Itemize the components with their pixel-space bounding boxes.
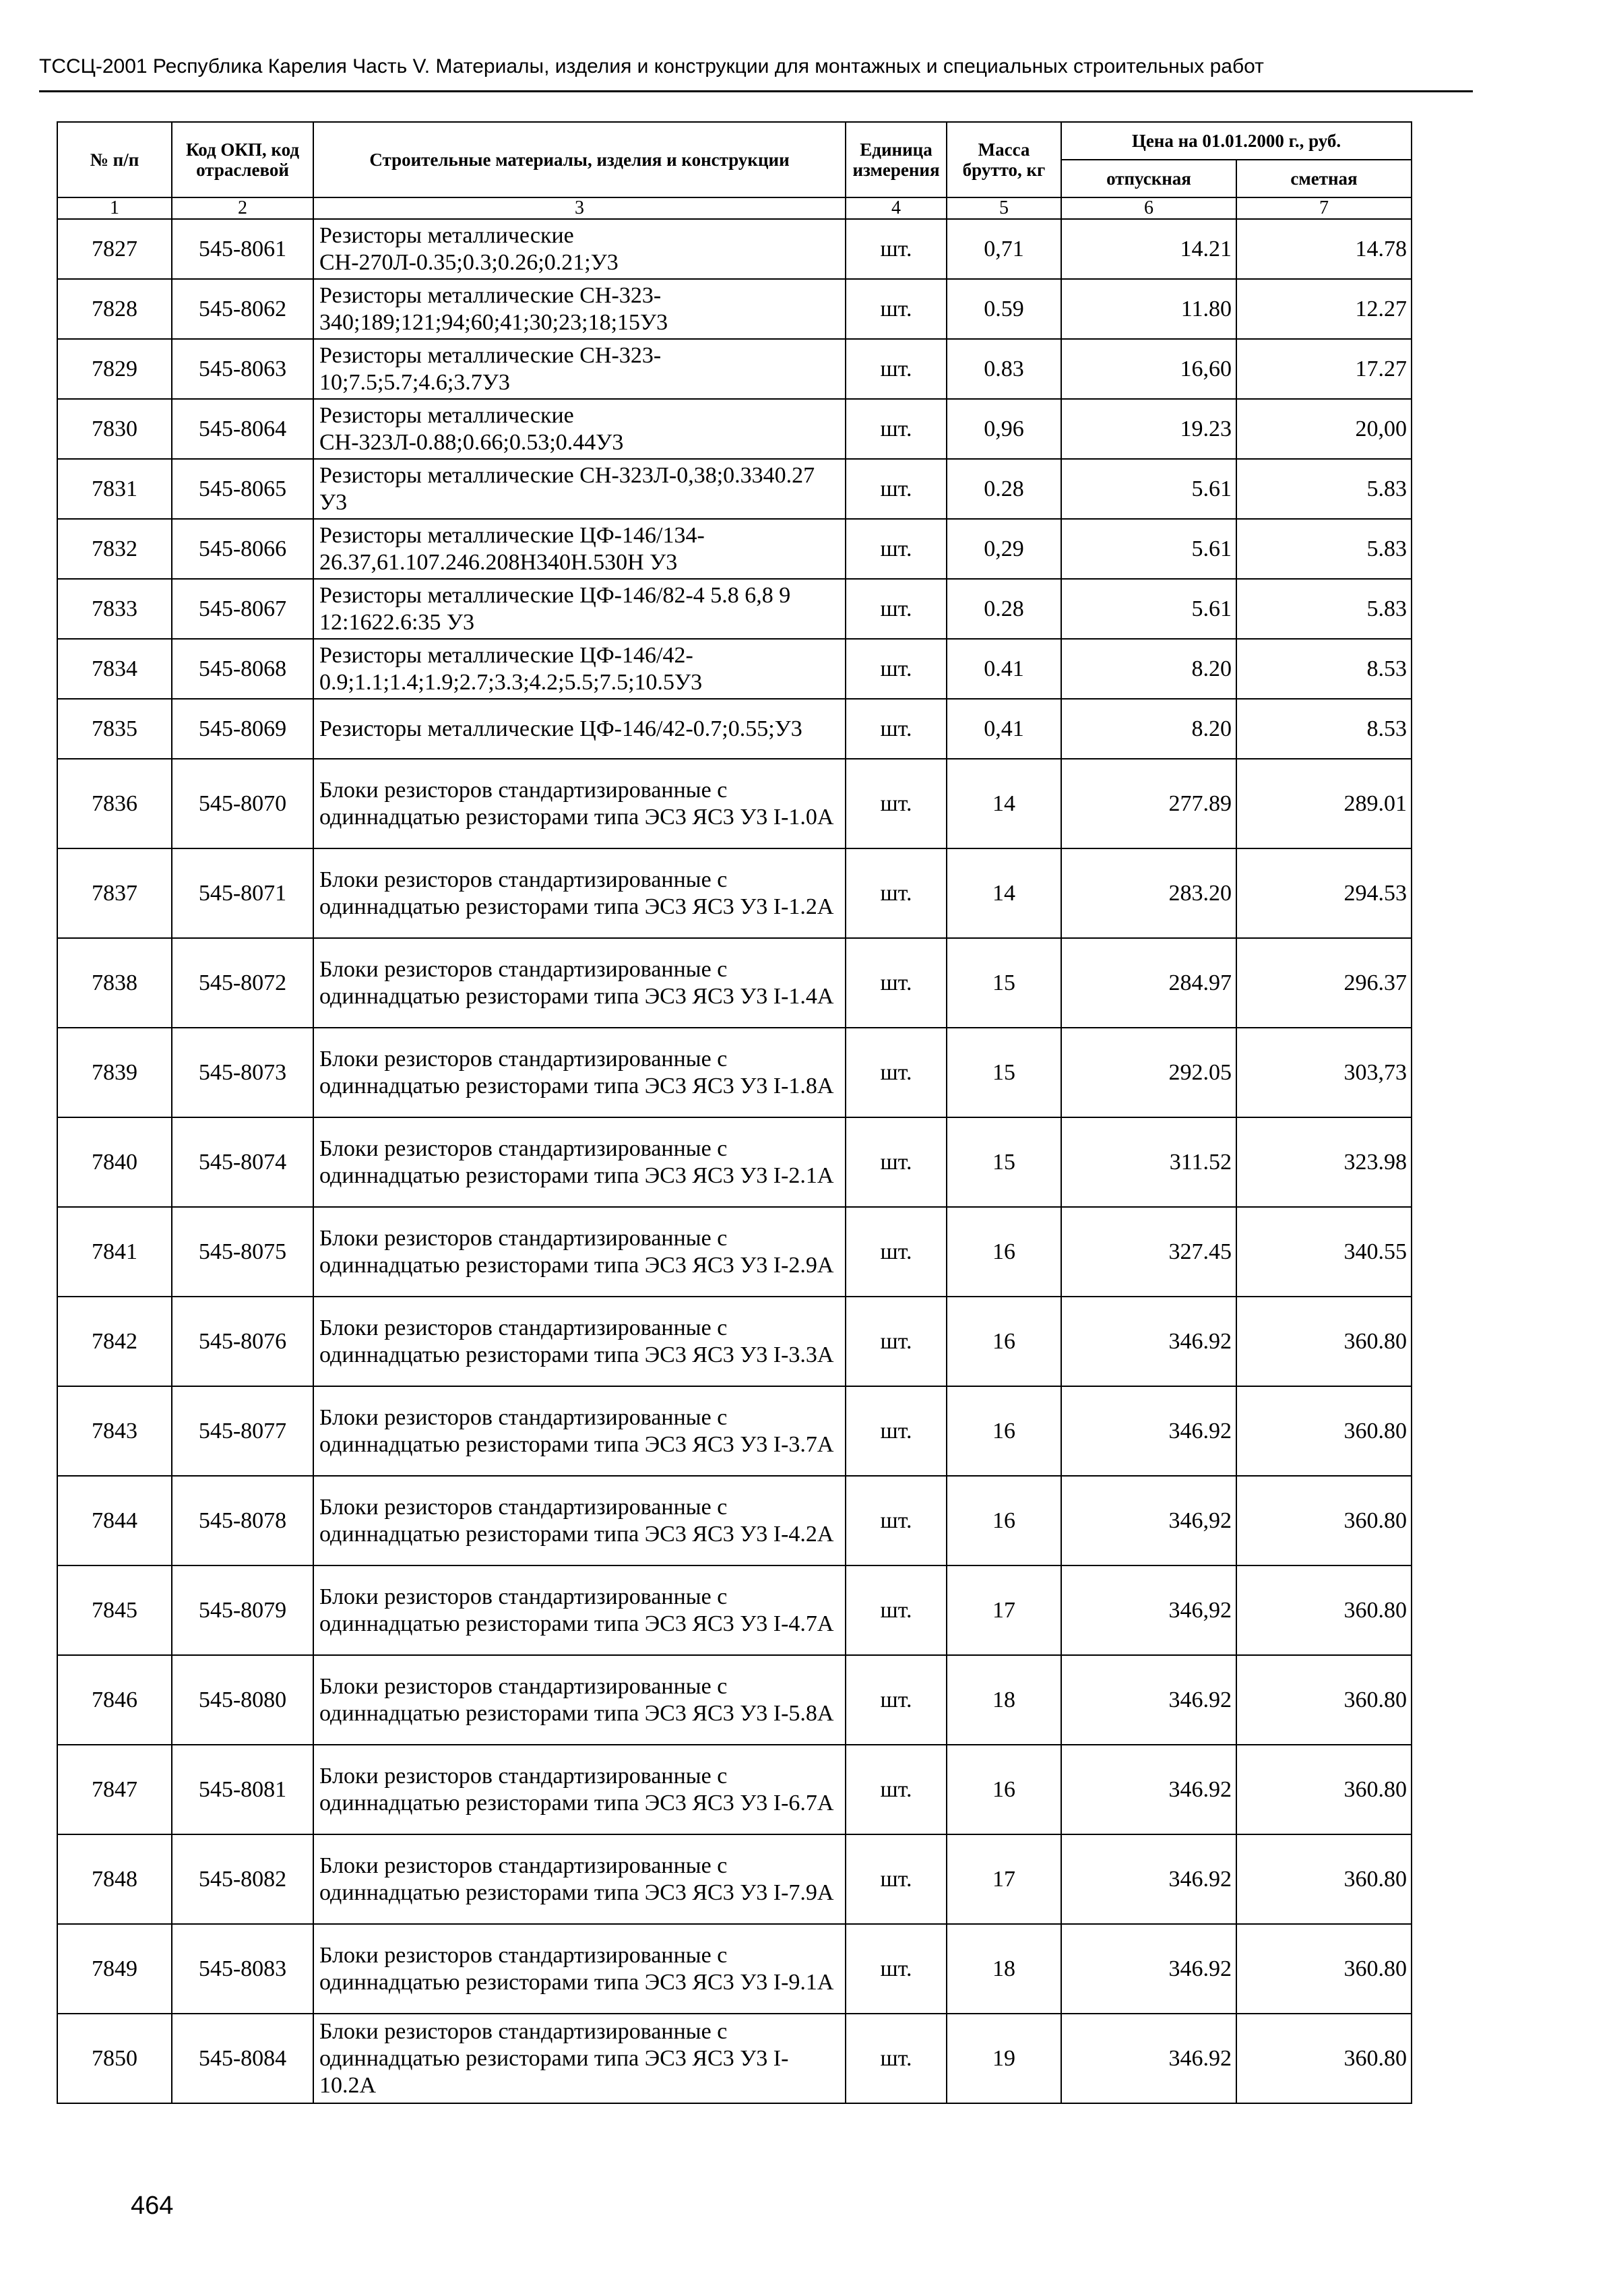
row-unit: шт. — [846, 699, 947, 759]
row-name: Блоки резисторов стандартизированные с одиннадцатью резисторами типа ЭС3 ЯС3 У3 I-2.1А — [313, 1117, 846, 1207]
row-name: Резисторы металлические ЦФ-146/42-0.9;1.1;1.4;1.9;2.7;3.3;4.2;5.5;7.5;10.5У3 — [313, 639, 846, 699]
row-code: 545-8062 — [172, 279, 313, 339]
row-price-release: 311.52 — [1061, 1117, 1236, 1207]
row-number: 7835 — [57, 699, 172, 759]
row-number: 7840 — [57, 1117, 172, 1207]
row-code: 545-8068 — [172, 639, 313, 699]
row-mass: 0.28 — [947, 579, 1061, 639]
row-name: Резисторы металлические СН-323Л-0.88;0.66;0.53;0.44У3 — [313, 399, 846, 459]
table-row — [57, 219, 1412, 279]
column-number: 6 — [1061, 197, 1236, 219]
row-price-estimate: 360.80 — [1236, 1655, 1412, 1745]
row-price-estimate: 323.98 — [1236, 1117, 1412, 1207]
row-price-estimate: 14.78 — [1236, 219, 1412, 279]
row-price-release: 346.92 — [1061, 1745, 1236, 1834]
table-row — [57, 699, 1412, 759]
table-row — [57, 1297, 1412, 1386]
row-unit: шт. — [846, 1655, 947, 1745]
table-row — [57, 1745, 1412, 1834]
row-price-estimate: 294.53 — [1236, 848, 1412, 938]
row-number: 7847 — [57, 1745, 172, 1834]
row-price-release: 11.80 — [1061, 279, 1236, 339]
row-code: 545-8081 — [172, 1745, 313, 1834]
col-header-code: Код ОКП, код отраслевой — [172, 122, 313, 197]
column-number: 4 — [846, 197, 947, 219]
price-table — [57, 121, 1412, 2104]
row-mass: 0,96 — [947, 399, 1061, 459]
table-row — [57, 1028, 1412, 1117]
row-name: Блоки резисторов стандартизированные с одиннадцатью резисторами типа ЭС3 ЯС3 У3 I-1.8А — [313, 1028, 846, 1117]
row-price-estimate: 360.80 — [1236, 2014, 1412, 2103]
row-mass: 19 — [947, 2014, 1061, 2103]
row-price-release: 5.61 — [1061, 579, 1236, 639]
row-price-estimate: 360.80 — [1236, 1476, 1412, 1565]
col-header-price-release: отпускная — [1061, 160, 1236, 197]
row-number: 7838 — [57, 938, 172, 1028]
row-mass: 16 — [947, 1207, 1061, 1297]
row-number: 7849 — [57, 1924, 172, 2014]
row-price-release: 346.92 — [1061, 2014, 1236, 2103]
row-code: 545-8071 — [172, 848, 313, 938]
table-row — [57, 519, 1412, 579]
row-code: 545-8061 — [172, 219, 313, 279]
row-name: Блоки резисторов стандартизированные с одиннадцатью резисторами типа ЭС3 ЯС3 У3 I-3.7А — [313, 1386, 846, 1476]
row-unit: шт. — [846, 1924, 947, 2014]
row-price-release: 284.97 — [1061, 938, 1236, 1028]
row-unit: шт. — [846, 848, 947, 938]
row-price-release: 346.92 — [1061, 1924, 1236, 2014]
col-header-price-estimate: сметная — [1236, 160, 1412, 197]
row-name: Блоки резисторов стандартизированные с одиннадцатью резисторами типа ЭС3 ЯС3 У3 I-3.3А — [313, 1297, 846, 1386]
row-unit: шт. — [846, 639, 947, 699]
row-code: 545-8083 — [172, 1924, 313, 2014]
table-row — [57, 279, 1412, 339]
table-row — [57, 1834, 1412, 1924]
row-unit: шт. — [846, 579, 947, 639]
column-number: 1 — [57, 197, 172, 219]
row-unit: шт. — [846, 759, 947, 848]
row-name: Резисторы металлические ЦФ-146/42-0.7;0.55;У3 — [313, 699, 846, 759]
row-number: 7850 — [57, 2014, 172, 2103]
row-price-estimate: 340.55 — [1236, 1207, 1412, 1297]
row-number: 7834 — [57, 639, 172, 699]
row-name: Резисторы металлические СН-323-340;189;121;94;60;41;30;23;18;15У3 — [313, 279, 846, 339]
row-price-release: 8.20 — [1061, 699, 1236, 759]
row-price-estimate: 360.80 — [1236, 1386, 1412, 1476]
row-name: Блоки резисторов стандартизированные с одиннадцатью резисторами типа ЭС3 ЯС3 У3 I-6.7А — [313, 1745, 846, 1834]
row-code: 545-8080 — [172, 1655, 313, 1745]
row-unit: шт. — [846, 2014, 947, 2103]
row-price-estimate: 296.37 — [1236, 938, 1412, 1028]
row-code: 545-8079 — [172, 1565, 313, 1655]
row-code: 545-8075 — [172, 1207, 313, 1297]
row-unit: шт. — [846, 459, 947, 519]
row-price-release: 346,92 — [1061, 1476, 1236, 1565]
row-unit: шт. — [846, 1207, 947, 1297]
row-name: Блоки резисторов стандартизированные с одиннадцатью резисторами типа ЭС3 ЯС3 У3 I-1.0А — [313, 759, 846, 848]
row-name: Резисторы металлические СН-323-10;7.5;5.7;4.6;3.7У3 — [313, 339, 846, 399]
row-price-estimate: 12.27 — [1236, 279, 1412, 339]
row-number: 7833 — [57, 579, 172, 639]
row-mass: 15 — [947, 1028, 1061, 1117]
row-mass: 17 — [947, 1565, 1061, 1655]
table-row — [57, 639, 1412, 699]
row-price-release: 283.20 — [1061, 848, 1236, 938]
column-number: 3 — [313, 197, 846, 219]
row-mass: 0.59 — [947, 279, 1061, 339]
row-mass: 16 — [947, 1297, 1061, 1386]
row-name: Резисторы металлические СН-270Л-0.35;0.3;0.26;0.21;У3 — [313, 219, 846, 279]
row-number: 7830 — [57, 399, 172, 459]
table-row — [57, 759, 1412, 848]
row-mass: 0.41 — [947, 639, 1061, 699]
row-mass: 18 — [947, 1924, 1061, 2014]
column-number: 5 — [947, 197, 1061, 219]
table-row — [57, 1924, 1412, 2014]
row-number: 7832 — [57, 519, 172, 579]
row-number: 7836 — [57, 759, 172, 848]
row-code: 545-8084 — [172, 2014, 313, 2103]
table-row — [57, 1207, 1412, 1297]
row-code: 545-8077 — [172, 1386, 313, 1476]
table-row — [57, 1565, 1412, 1655]
row-number: 7843 — [57, 1386, 172, 1476]
row-number: 7839 — [57, 1028, 172, 1117]
row-name: Блоки резисторов стандартизированные с одиннадцатью резисторами типа ЭС3 ЯС3 У3 I-2.9А — [313, 1207, 846, 1297]
row-price-estimate: 360.80 — [1236, 1924, 1412, 2014]
col-header-price-group: Цена на 01.01.2000 г., руб. — [1061, 122, 1412, 160]
row-price-estimate: 303,73 — [1236, 1028, 1412, 1117]
row-unit: шт. — [846, 1745, 947, 1834]
row-name: Блоки резисторов стандартизированные с одиннадцатью резисторами типа ЭС3 ЯС3 У3 I-4.7А — [313, 1565, 846, 1655]
col-header-unit: Единица измерения — [846, 122, 947, 197]
row-code: 545-8070 — [172, 759, 313, 848]
row-code: 545-8064 — [172, 399, 313, 459]
table-row — [57, 1117, 1412, 1207]
row-name: Блоки резисторов стандартизированные с одиннадцатью резисторами типа ЭС3 ЯС3 У3 I-7.9А — [313, 1834, 846, 1924]
row-price-release: 346.92 — [1061, 1297, 1236, 1386]
row-mass: 17 — [947, 1834, 1061, 1924]
row-name: Блоки резисторов стандартизированные с одиннадцатью резисторами типа ЭС3 ЯС3 У3 I-9.1А — [313, 1924, 846, 2014]
row-unit: шт. — [846, 1565, 947, 1655]
row-code: 545-8067 — [172, 579, 313, 639]
row-number: 7827 — [57, 219, 172, 279]
row-price-estimate: 8.53 — [1236, 699, 1412, 759]
row-number: 7845 — [57, 1565, 172, 1655]
row-price-estimate: 289.01 — [1236, 759, 1412, 848]
row-price-estimate: 5.83 — [1236, 579, 1412, 639]
row-price-release: 277.89 — [1061, 759, 1236, 848]
row-number: 7828 — [57, 279, 172, 339]
row-price-estimate: 8.53 — [1236, 639, 1412, 699]
row-price-estimate: 360.80 — [1236, 1297, 1412, 1386]
row-unit: шт. — [846, 1834, 947, 1924]
row-unit: шт. — [846, 1297, 947, 1386]
column-number-row — [57, 197, 1412, 219]
table-row — [57, 848, 1412, 938]
row-code: 545-8066 — [172, 519, 313, 579]
row-mass: 14 — [947, 759, 1061, 848]
row-mass: 0.83 — [947, 339, 1061, 399]
row-price-estimate: 360.80 — [1236, 1565, 1412, 1655]
row-price-release: 327.45 — [1061, 1207, 1236, 1297]
page-number: 464 — [131, 2192, 174, 2220]
row-unit: шт. — [846, 339, 947, 399]
row-name: Блоки резисторов стандартизированные с одиннадцатью резисторами типа ЭС3 ЯС3 У3 I-1.2А — [313, 848, 846, 938]
col-header-name: Строительные материалы, изделия и конструкции — [313, 122, 846, 197]
row-price-estimate: 20,00 — [1236, 399, 1412, 459]
row-code: 545-8078 — [172, 1476, 313, 1565]
row-name: Блоки резисторов стандартизированные с одиннадцатью резисторами типа ЭС3 ЯС3 У3 I-10.2А — [313, 2014, 846, 2103]
row-code: 545-8082 — [172, 1834, 313, 1924]
row-unit: шт. — [846, 1386, 947, 1476]
row-mass: 0,71 — [947, 219, 1061, 279]
row-number: 7831 — [57, 459, 172, 519]
row-mass: 15 — [947, 1117, 1061, 1207]
row-unit: шт. — [846, 279, 947, 339]
row-unit: шт. — [846, 1117, 947, 1207]
row-mass: 18 — [947, 1655, 1061, 1745]
row-number: 7842 — [57, 1297, 172, 1386]
row-price-estimate: 360.80 — [1236, 1834, 1412, 1924]
header-rule — [39, 90, 1473, 92]
row-mass: 0.28 — [947, 459, 1061, 519]
row-name: Блоки резисторов стандартизированные с одиннадцатью резисторами типа ЭС3 ЯС3 У3 I-1.4А — [313, 938, 846, 1028]
row-number: 7829 — [57, 339, 172, 399]
row-code: 545-8065 — [172, 459, 313, 519]
row-mass: 14 — [947, 848, 1061, 938]
row-price-release: 346.92 — [1061, 1386, 1236, 1476]
row-price-release: 14.21 — [1061, 219, 1236, 279]
col-header-num: № п/п — [57, 122, 172, 197]
row-price-release: 8.20 — [1061, 639, 1236, 699]
row-unit: шт. — [846, 519, 947, 579]
table-row — [57, 339, 1412, 399]
row-price-estimate: 5.83 — [1236, 519, 1412, 579]
row-name: Резисторы металлические ЦФ-146/134-26.37,61.107.246.208Н340Н.530Н У3 — [313, 519, 846, 579]
row-code: 545-8069 — [172, 699, 313, 759]
row-mass: 0,41 — [947, 699, 1061, 759]
row-name: Резисторы металлические ЦФ-146/82-4 5.8 6,8 9 12:1622.6:35 У3 — [313, 579, 846, 639]
col-header-mass: Масса брутто, кг — [947, 122, 1061, 197]
row-price-release: 346,92 — [1061, 1565, 1236, 1655]
row-price-estimate: 5.83 — [1236, 459, 1412, 519]
running-header: ТССЦ-2001 Республика Карелия Часть V. Материалы, изделия и конструкции для монтажных и специальных строительных работ — [39, 55, 1264, 77]
row-price-estimate: 17.27 — [1236, 339, 1412, 399]
table-row — [57, 1386, 1412, 1476]
table-row — [57, 938, 1412, 1028]
row-price-release: 5.61 — [1061, 519, 1236, 579]
table-row — [57, 2014, 1412, 2103]
row-unit: шт. — [846, 219, 947, 279]
row-code: 545-8074 — [172, 1117, 313, 1207]
table-row — [57, 399, 1412, 459]
column-number: 2 — [172, 197, 313, 219]
row-mass: 16 — [947, 1386, 1061, 1476]
row-name: Резисторы металлические СН-323Л-0,38;0.3340.27 У3 — [313, 459, 846, 519]
row-number: 7848 — [57, 1834, 172, 1924]
row-price-release: 16,60 — [1061, 339, 1236, 399]
row-price-release: 19.23 — [1061, 399, 1236, 459]
row-price-release: 346.92 — [1061, 1834, 1236, 1924]
row-number: 7837 — [57, 848, 172, 938]
row-code: 545-8063 — [172, 339, 313, 399]
column-number: 7 — [1236, 197, 1412, 219]
row-number: 7841 — [57, 1207, 172, 1297]
row-number: 7844 — [57, 1476, 172, 1565]
row-mass: 16 — [947, 1476, 1061, 1565]
row-number: 7846 — [57, 1655, 172, 1745]
row-price-release: 292.05 — [1061, 1028, 1236, 1117]
row-price-estimate: 360.80 — [1236, 1745, 1412, 1834]
row-name: Блоки резисторов стандартизированные с одиннадцатью резисторами типа ЭС3 ЯС3 У3 I-5.8А — [313, 1655, 846, 1745]
row-code: 545-8072 — [172, 938, 313, 1028]
row-mass: 15 — [947, 938, 1061, 1028]
row-unit: шт. — [846, 1476, 947, 1565]
table-row — [57, 1655, 1412, 1745]
row-mass: 0,29 — [947, 519, 1061, 579]
table-row — [57, 459, 1412, 519]
row-price-release: 346.92 — [1061, 1655, 1236, 1745]
row-unit: шт. — [846, 1028, 947, 1117]
row-unit: шт. — [846, 938, 947, 1028]
row-mass: 16 — [947, 1745, 1061, 1834]
table-row — [57, 1476, 1412, 1565]
row-unit: шт. — [846, 399, 947, 459]
row-code: 545-8073 — [172, 1028, 313, 1117]
row-name: Блоки резисторов стандартизированные с одиннадцатью резисторами типа ЭС3 ЯС3 У3 I-4.2А — [313, 1476, 846, 1565]
row-code: 545-8076 — [172, 1297, 313, 1386]
table-row — [57, 579, 1412, 639]
row-price-release: 5.61 — [1061, 459, 1236, 519]
